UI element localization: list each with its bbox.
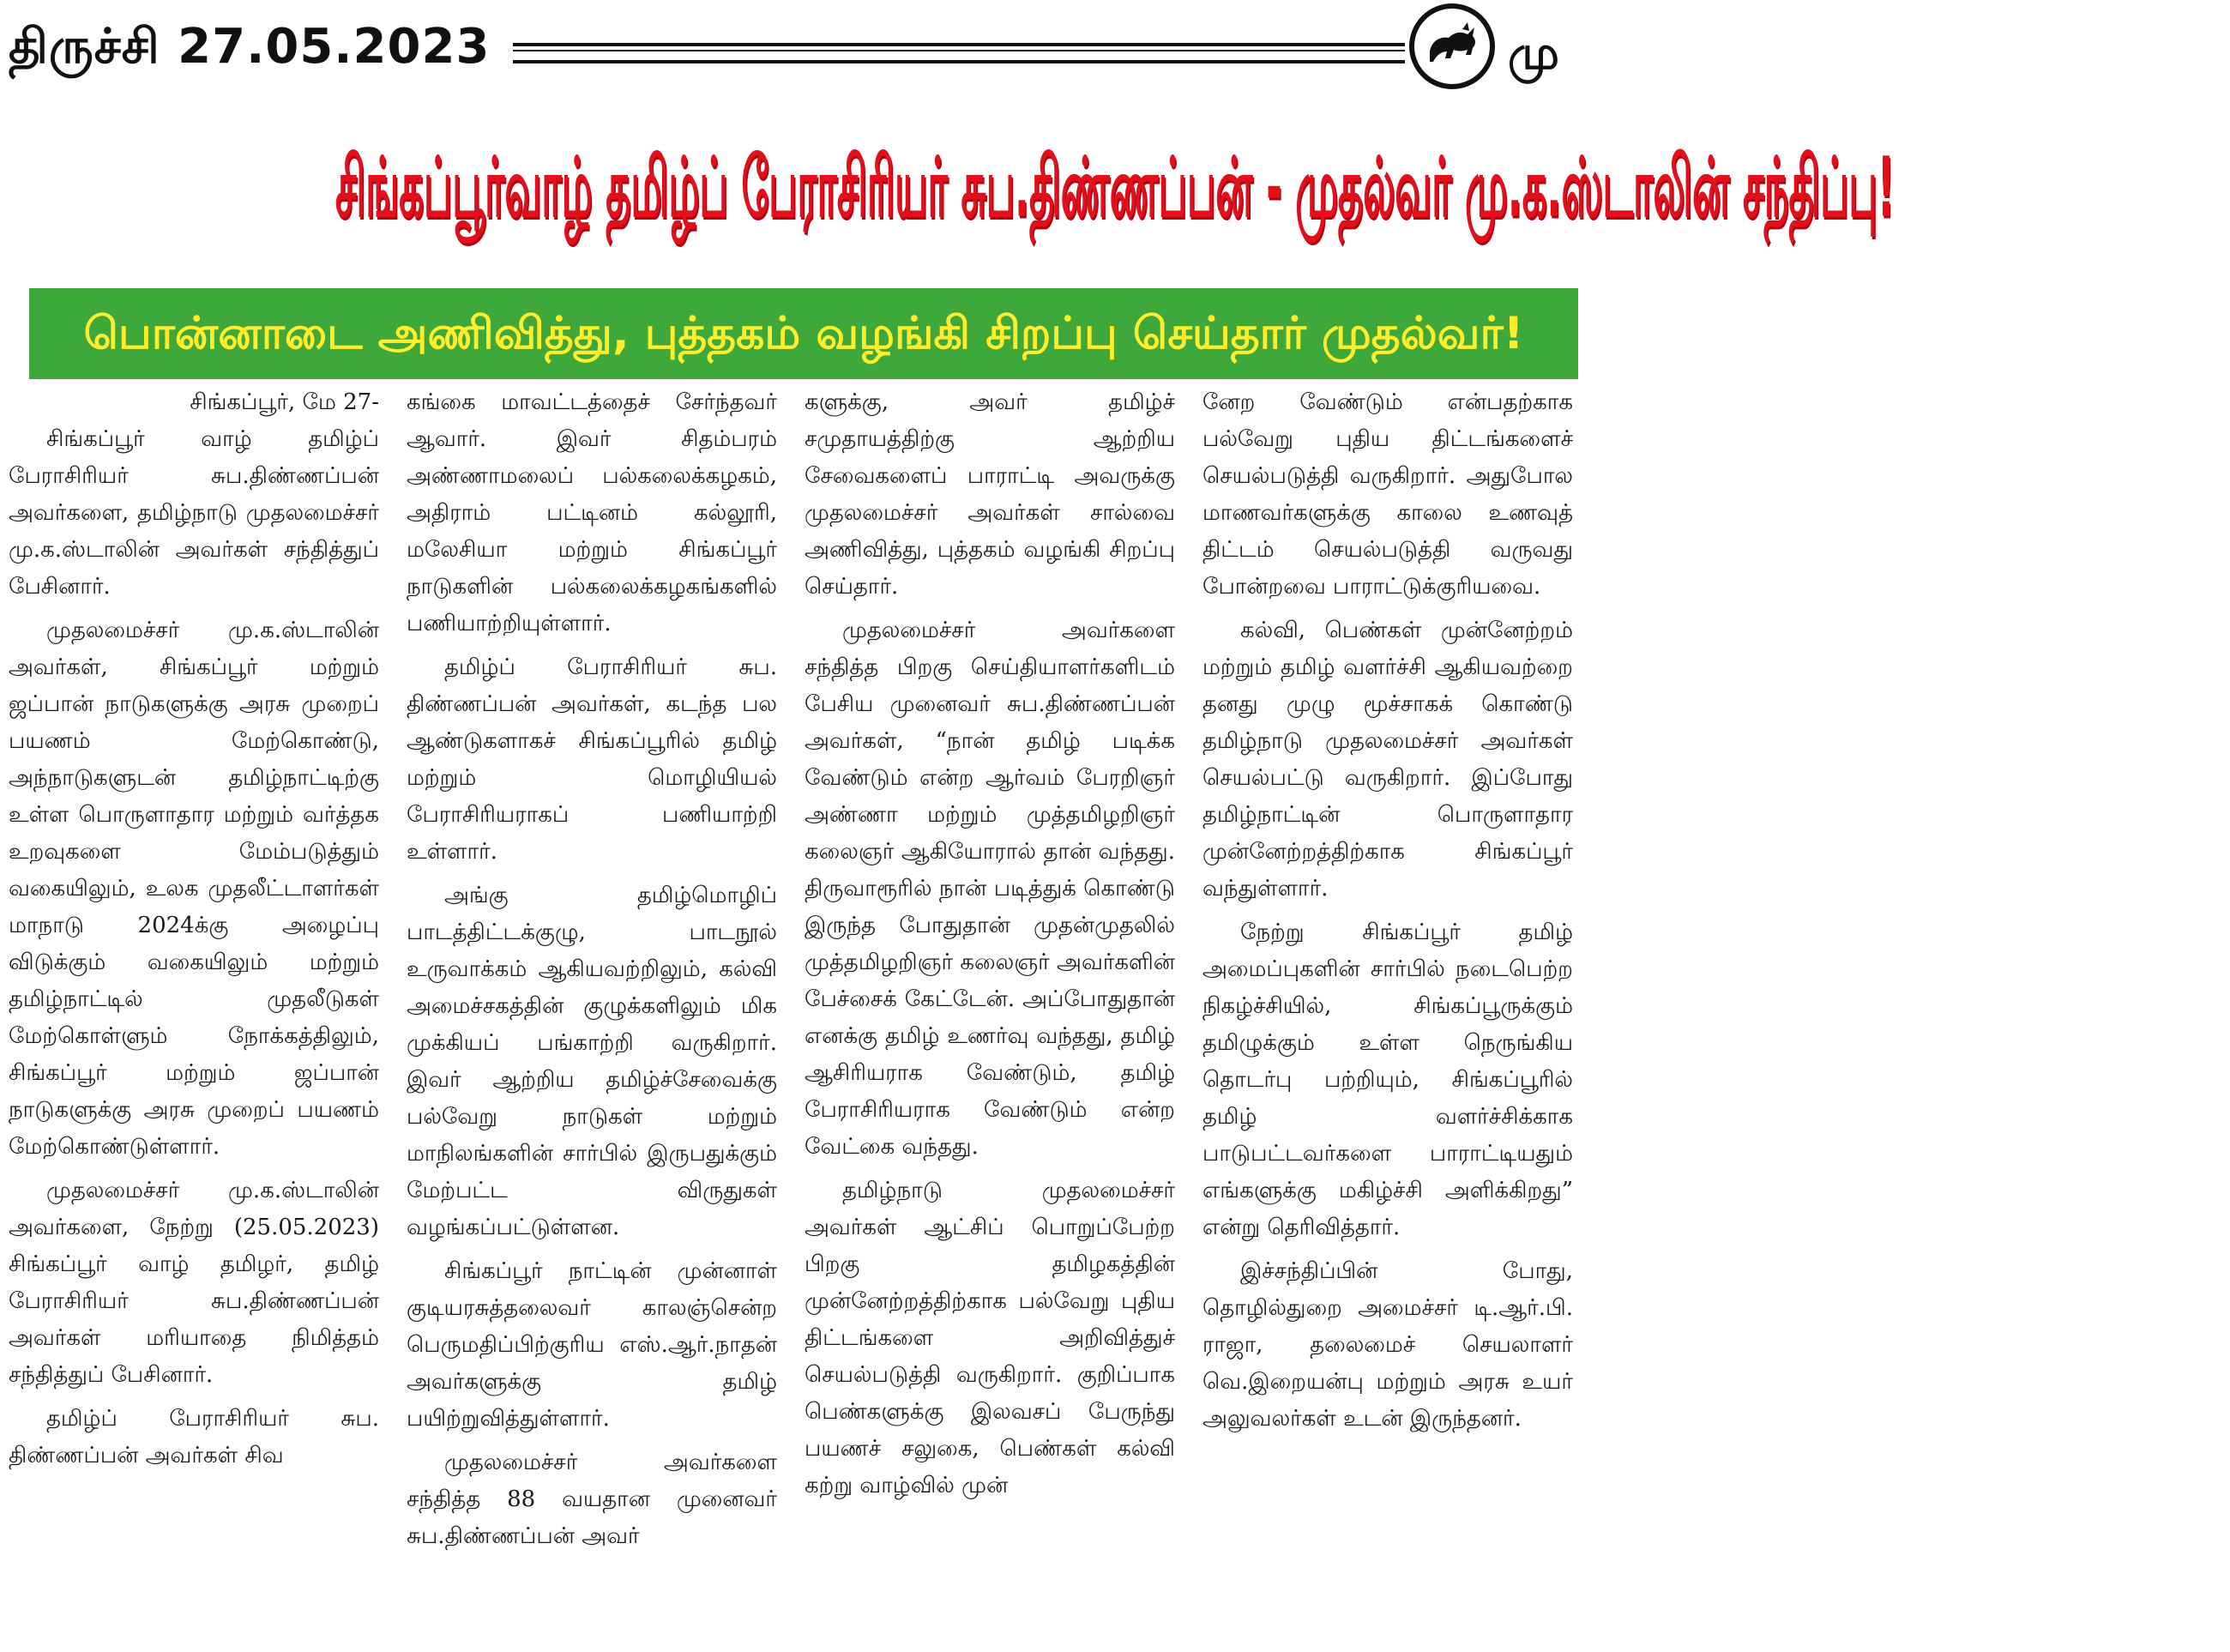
article-paragraph: தமிழ்ப் பேராசிரியர் சுப. திண்ணப்பன் அவர்கள், கடந்த பல ஆண்டுகளாகச் சிங்கப்பூரில் தமிழ் மற்றும் மொழியியல் பேராசிரியராகப் பணியாற்றி உள்ளார். (407, 654, 777, 865)
article-paragraph: னேற வேண்டும் என்பதற்காக பல்வேறு புதிய திட்டங்களைச் செயல்படுத்தி வருகிறார். அதுபோல மாணவர்களுக்கு காலை உணவுத் திட்டம் செயல்படுத்தி வருவது போன்றவை பாராட்டுக்குரியவை. (1202, 389, 1573, 600)
subheadline-band (29, 288, 1578, 379)
article-paragraph: முதலமைச்சர் அவர்களை சந்தித்த பிறகு செய்தியாளர்களிடம் பேசிய முனைவர் சுப.திண்ணப்பன் அவர்கள், “நான் தமிழ் படிக்க வேண்டும் என்ற ஆர்வம் பேரறிஞர் அண்ணா மற்றும் முத்தமிழறிஞர் கலைஞர் ஆகியோரால் தான் வந்தது. திருவாரூரில் நான் படித்துக் கொண்டு இருந்த போதுதான் முதன்முதலில் முத்தமிழறிஞர் கலைஞர் அவர்களின் பேச்சைக் கேட்டேன். அப்போதுதான் எனக்கு தமிழ் உணர்வு வந்தது, தமிழ் ஆசிரியராக வேண்டும், தமிழ் பேராசிரியராக வேண்டும் என்ற வேட்கை வந்தது. (805, 618, 1175, 1160)
dateline: சிங்கப்பூர், மே 27- (190, 389, 379, 415)
article-body (9, 384, 1573, 1652)
article-paragraph: இச்சந்திப்பின் போது, தொழில்துறை அமைச்சர் டி.ஆர்.பி. ராஜா, தலைமைச் செயலாளர் வெ.இறையன்பு மற்றும் அரசு உயர் அலுவலர்கள் உடன் இருந்தனர். (1202, 1258, 1573, 1432)
article-paragraph: கல்வி, பெண்கள் முன்னேற்றம் மற்றும் தமிழ் வளர்ச்சி ஆகியவற்றை தனது முழு மூச்சாகக் கொண்டு தமிழ்நாடு முதலமைச்சர் அவர்கள் செயல்பட்டு வருகிறார். இப்போது தமிழ்நாட்டின் பொருளாதார முன்னேற்றத்திற்காக சிங்கப்பூர் வந்துள்ளார். (1202, 618, 1573, 901)
city-date: திருச்சி 27.05.2023 (9, 19, 491, 75)
headline: சிங்கப்பூர்வாழ் தமிழ்ப் பேராசிரியர் சுப.திண்ணப்பன் - முதல்வர் மு.க.ஸ்டாலின் சந்திப்பு! (335, 141, 1896, 237)
article-paragraph: முதலமைச்சர் மு.க.ஸ்டாலின் அவர்களை, நேற்று (25.05.2023) சிங்கப்பூர் வாழ் தமிழர், தமிழ் பேராசிரியர் சுப.திண்ணப்பன் அவர்கள் மரியாதை நிமித்தம் சந்தித்துப் பேசினார். (9, 1178, 379, 1388)
article-column-1 (9, 384, 379, 1652)
masthead-rule (513, 43, 1405, 63)
article-paragraph: சிங்கப்பூர் வாழ் தமிழ்ப் பேராசிரியர் சுப.திண்ணப்பன் அவர்களை, தமிழ்நாடு முதலமைச்சர் மு.க.ஸ்டாலின் அவர்கள் சந்தித்துப் பேசினார். (9, 426, 379, 600)
paper-name: மு (1508, 26, 1559, 80)
subheadline: பொன்னாடை அணிவித்து, புத்தகம் வழங்கி சிறப்பு செய்தார் முதல்வர்! (83, 308, 1524, 359)
article-column-4 (1202, 384, 1573, 1652)
article-paragraph: சிங்கப்பூர் நாட்டின் முன்னாள் குடியரசுத்தலைவர் காலஞ்சென்ற பெருமதிப்பிற்குரிய எஸ்.ஆர்.நாதன் அவர்களுக்கு தமிழ் பயிற்றுவித்துள்ளார். (407, 1258, 777, 1432)
article-paragraph: தமிழ்ப் பேராசிரியர் சுப. திண்ணப்பன் அவர்கள் சிவ (9, 1406, 379, 1468)
bull-emblem-icon (1409, 3, 1495, 89)
masthead (0, 0, 1576, 112)
article-paragraph: தமிழ்நாடு முதலமைச்சர் அவர்கள் ஆட்சிப் பொறுப்பேற்ற பிறகு தமிழகத்தின் முன்னேற்றத்திற்காக பல்வேறு புதிய திட்டங்களை அறிவித்துச் செயல்படுத்தி வருகிறார். குறிப்பாக பெண்களுக்கு இலவசப் பேருந்து பயணச் சலுகை, பெண்கள் கல்வி கற்று வாழ்வில் முன் (805, 1178, 1175, 1498)
article-paragraph: அங்கு தமிழ்மொழிப் பாடத்திட்டக்குழு, பாடநூல் உருவாக்கம் ஆகியவற்றிலும், கல்வி அமைச்சகத்தின் குழுக்களிலும் மிக முக்கியப் பங்காற்றி வருகிறார். இவர் ஆற்றிய தமிழ்ச்சேவைக்கு பல்வேறு நாடுகள் மற்றும் மாநிலங்களின் சார்பில் இருபதுக்கும் மேற்பட்ட விருதுகள் வழங்கப்பட்டுள்ளன. (407, 883, 777, 1240)
article-column-3 (805, 384, 1175, 1652)
article-paragraph: களுக்கு, அவர் தமிழ்ச் சமுதாயத்திற்கு ஆற்றிய சேவைகளைப் பாராட்டி அவருக்கு முதலமைச்சர் அவர்கள் சால்வை அணிவித்து, புத்தகம் வழங்கி சிறப்பு செய்தார். (805, 389, 1175, 600)
article-column-2 (407, 384, 777, 1652)
article-paragraph: கங்கை மாவட்டத்தைச் சேர்ந்தவர் ஆவார். இவர் சிதம்பரம் அண்ணாமலைப் பல்கலைக்கழகம், அதிராம் பட்டினம் கல்லூரி, மலேசியா மற்றும் சிங்கப்பூர் நாடுகளின் பல்கலைக்கழகங்களில் பணியாற்றியுள்ளார். (407, 389, 777, 636)
article-paragraph: நேற்று சிங்கப்பூர் தமிழ் அமைப்புகளின் சார்பில் நடைபெற்ற நிகழ்ச்சியில், சிங்கப்பூருக்கும் தமிழுக்கும் உள்ள நெருங்கிய தொடர்பு பற்றியும், சிங்கப்பூரில் தமிழ் வளர்ச்சிக்காக பாடுபட்டவர்களை பாராட்டியதும் எங்களுக்கு மகிழ்ச்சி அளிக்கிறது” என்று தெரிவித்தார். (1202, 919, 1573, 1240)
article-paragraph: முதலமைச்சர் மு.க.ஸ்டாலின் அவர்கள், சிங்கப்பூர் மற்றும் ஜப்பான் நாடுகளுக்கு அரசு முறைப் பயணம் மேற்கொண்டு, அந்நாடுகளுடன் தமிழ்நாட்டிற்கு உள்ள பொருளாதார மற்றும் வர்த்தக உறவுகளை மேம்படுத்தும் வகையிலும், உலக முதலீட்டாளர்கள் மாநாடு 2024க்கு அழைப்பு விடுக்கும் வகையிலும் மற்றும் தமிழ்நாட்டில் முதலீடுகள் மேற்கொள்ளும் நோக்கத்திலும், சிங்கப்பூர் மற்றும் ஜப்பான் நாடுகளுக்கு அரசு முறைப் பயணம் மேற்கொண்டுள்ளார். (9, 618, 379, 1160)
article-paragraph: முதலமைச்சர் அவர்களை சந்தித்த 88 வயதான முனைவர் சுப.திண்ணப்பன் அவர் (407, 1450, 777, 1549)
